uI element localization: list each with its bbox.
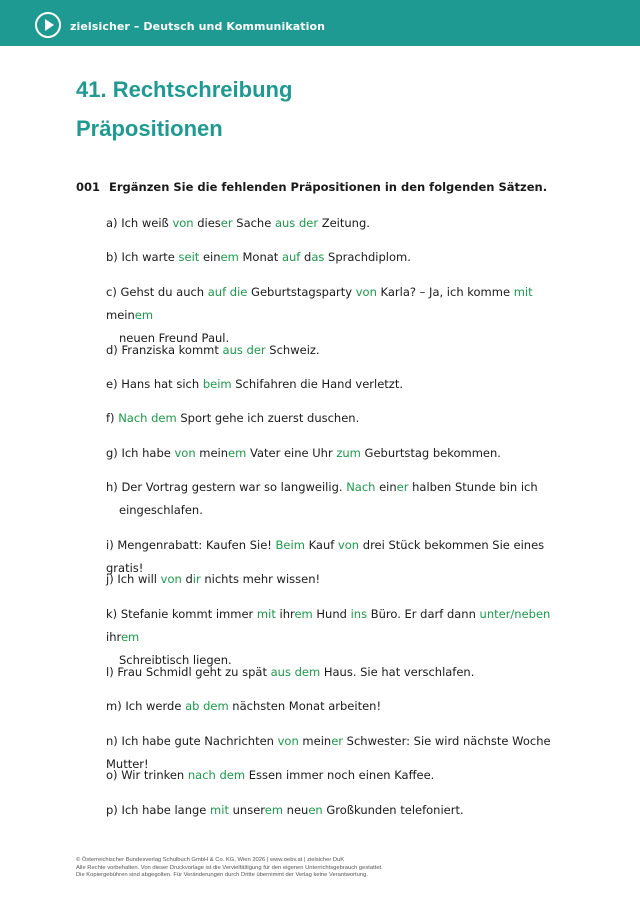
item-letter: a): [106, 216, 122, 230]
answer-text: von: [174, 446, 196, 460]
item-continuation: [106, 499, 576, 522]
exercise-item: [106, 339, 576, 362]
sentence-text: Großkunden telefoniert.: [322, 803, 464, 817]
sentence-text: Sport gehe ich zuerst duschen.: [176, 411, 360, 425]
sentence-text: neuen Freund Paul.: [119, 331, 230, 345]
sentence-text: Zeitung.: [318, 216, 370, 230]
sentence-text: Haus. Sie hat verschlafen.: [320, 665, 475, 679]
answer-text: mit: [256, 607, 276, 621]
answer-text: en: [308, 803, 323, 817]
sentence-text: Frau Schmidl geht zu spät: [117, 665, 271, 679]
exercise-item: [106, 764, 576, 787]
sentence-text: Franziska kommt: [121, 343, 223, 357]
answer-text: auf: [281, 250, 301, 264]
exercise-item: [106, 373, 576, 396]
sentence-text: nächsten Monat arbeiten!: [228, 699, 382, 713]
sentence-text: mein: [106, 308, 135, 322]
answer-text: em: [228, 446, 247, 460]
exercise-item: [106, 246, 576, 269]
sentence-text: Wir trinken: [121, 768, 188, 782]
answer-text: aus dem: [270, 665, 321, 679]
sentence-text: Vater eine Uhr: [246, 446, 337, 460]
sentence-text: Kauf: [304, 538, 338, 552]
sentence-text: Monat: [238, 250, 282, 264]
sentence-text: Gehst du auch: [120, 285, 208, 299]
sentence-text: drei Stück bekommen Sie eines gratis!: [106, 538, 545, 575]
item-letter: g): [106, 446, 122, 460]
answer-text: seit: [178, 250, 200, 264]
sentence-text: Essen immer noch einen Kaffee.: [245, 768, 435, 782]
exercise-item: [106, 407, 576, 430]
item-letter: m): [106, 699, 126, 713]
answer-text: as: [311, 250, 325, 264]
answer-text: von: [337, 538, 360, 552]
answer-text: beim: [202, 377, 232, 391]
sentence-text: Ich weiß: [121, 216, 173, 230]
answer-text: von: [355, 285, 377, 299]
item-letter: d): [106, 343, 122, 357]
answer-text: auf die: [207, 285, 248, 299]
answer-text: em: [120, 630, 140, 644]
answer-text: aus der: [274, 216, 319, 230]
footer: [76, 857, 383, 880]
answer-text: zum: [336, 446, 361, 460]
item-letter: h): [106, 480, 122, 494]
sentence-text: Geburtstag bekommen.: [360, 446, 501, 460]
sentence-text: Mengenrabatt: Kaufen Sie!: [117, 538, 276, 552]
answer-text: em: [220, 250, 239, 264]
item-letter: k): [106, 607, 121, 621]
sentence-text: Büro. Er darf dann: [367, 607, 480, 621]
item-letter: p): [106, 803, 122, 817]
exercise-item: [106, 568, 576, 591]
exercise-item: [106, 695, 576, 718]
item-letter: n): [106, 734, 122, 748]
exercise-item: [106, 799, 576, 822]
sentence-text: Ich habe lange: [121, 803, 211, 817]
sentence-text: Der Vortrag gestern war so langweilig.: [121, 480, 347, 494]
sentence-text: Stefanie kommt immer: [120, 607, 257, 621]
footer-line: © Österreichischer Bundesverlag Schulbuch GmbH & Co. KG, Wien 2026 | www.oebv.at | zielsicher DuK: [76, 857, 345, 863]
sentence-text: eingeschlafen.: [119, 503, 203, 517]
answer-text: em: [294, 607, 313, 621]
sentence-text: mein: [298, 734, 332, 748]
page-title: 41. Rechtschreibung: [76, 77, 293, 102]
answer-text: ab dem: [185, 699, 229, 713]
answer-text: mit: [210, 803, 229, 817]
answer-text: ins: [350, 607, 368, 621]
exercise-item: [106, 661, 576, 684]
answer-text: Beim: [275, 538, 305, 552]
task-number: 001: [76, 180, 101, 194]
sentence-text: Ich habe: [121, 446, 175, 460]
sentence-text: Sprachdiplom.: [324, 250, 411, 264]
sentence-text: Hund: [312, 607, 351, 621]
answer-text: aus der: [222, 343, 266, 357]
sentence-text: Schifahren die Hand verletzt.: [231, 377, 403, 391]
answer-text: er: [396, 480, 409, 494]
task-text: Ergänzen Sie die fehlenden Präpositionen in den folgenden Sätzen.: [109, 180, 548, 194]
answer-text: von: [277, 734, 299, 748]
item-letter: i): [106, 538, 118, 552]
answer-text: mit: [513, 285, 533, 299]
sentence-text: Schweiz.: [265, 343, 320, 357]
answer-text: em: [264, 803, 284, 817]
sentence-text: unser: [228, 803, 265, 817]
answer-text: ir: [192, 572, 201, 586]
page-subtitle: Präpositionen: [76, 116, 223, 141]
footer-line: Alle Rechte vorbehalten. Von dieser Druckvorlage ist die Vervielfältigung für den eigenen Unterrichtsgebrauch gestattet.: [76, 864, 383, 871]
sentence-text: Geburtstagsparty: [247, 285, 356, 299]
sentence-text: Sache: [232, 216, 275, 230]
sentence-text: Karla? – Ja, ich komme: [376, 285, 514, 299]
sentence-text: Ich will: [117, 572, 161, 586]
answer-text: er: [220, 216, 233, 230]
sentence-text: ihr: [106, 630, 121, 644]
sentence-text: d: [181, 572, 193, 586]
answer-text: Nach: [346, 480, 376, 494]
sentence-text: neu: [283, 803, 309, 817]
header-title: zielsicher – Deutsch und Kommunikation: [70, 20, 326, 33]
exercise-item: [106, 442, 576, 465]
answer-text: unter/neben: [479, 607, 551, 621]
answer-text: von: [160, 572, 182, 586]
item-letter: b): [106, 250, 122, 264]
sentence-text: Ich warte: [121, 250, 179, 264]
sentence-text: Schwester: Sie wird nächste Woche Mutter!: [106, 734, 551, 771]
play-circle-icon: [35, 12, 61, 38]
sentence-text: Hans hat sich: [121, 377, 203, 391]
sentence-text: nichts mehr wissen!: [200, 572, 321, 586]
item-letter: c): [106, 285, 121, 299]
answer-text: er: [331, 734, 343, 748]
item-letter: f): [106, 411, 119, 425]
sentence-text: ein: [199, 250, 221, 264]
answer-text: nach dem: [187, 768, 246, 782]
footer-line: Die Kopiergebühren sind abgegolten. Für Veränderungen durch Dritte übernimmt der Verlag keine Verantwortung.: [76, 872, 368, 878]
sentence-text: mein: [195, 446, 229, 460]
sentence-text: Ich werde: [125, 699, 186, 713]
sentence-text: halben Stunde bin ich: [408, 480, 538, 494]
sentence-text: Schreibtisch liegen.: [119, 653, 232, 667]
item-letter: e): [106, 377, 122, 391]
header-dotted-edge: [0, 38, 640, 48]
sentence-text: dies: [193, 216, 221, 230]
exercise-item: [106, 476, 576, 522]
answer-text: em: [134, 308, 154, 322]
sentence-text: ihr: [275, 607, 295, 621]
exercise-item: [106, 212, 576, 235]
sentence-text: d: [300, 250, 312, 264]
task-instruction: [76, 180, 547, 194]
sentence-text: Ich habe gute Nachrichten: [121, 734, 278, 748]
sentence-text: ein: [375, 480, 397, 494]
item-letter: l): [106, 665, 118, 679]
answer-text: Nach dem: [118, 411, 177, 425]
item-letter: o): [106, 768, 122, 782]
answer-text: von: [172, 216, 194, 230]
item-letter: j): [106, 572, 118, 586]
